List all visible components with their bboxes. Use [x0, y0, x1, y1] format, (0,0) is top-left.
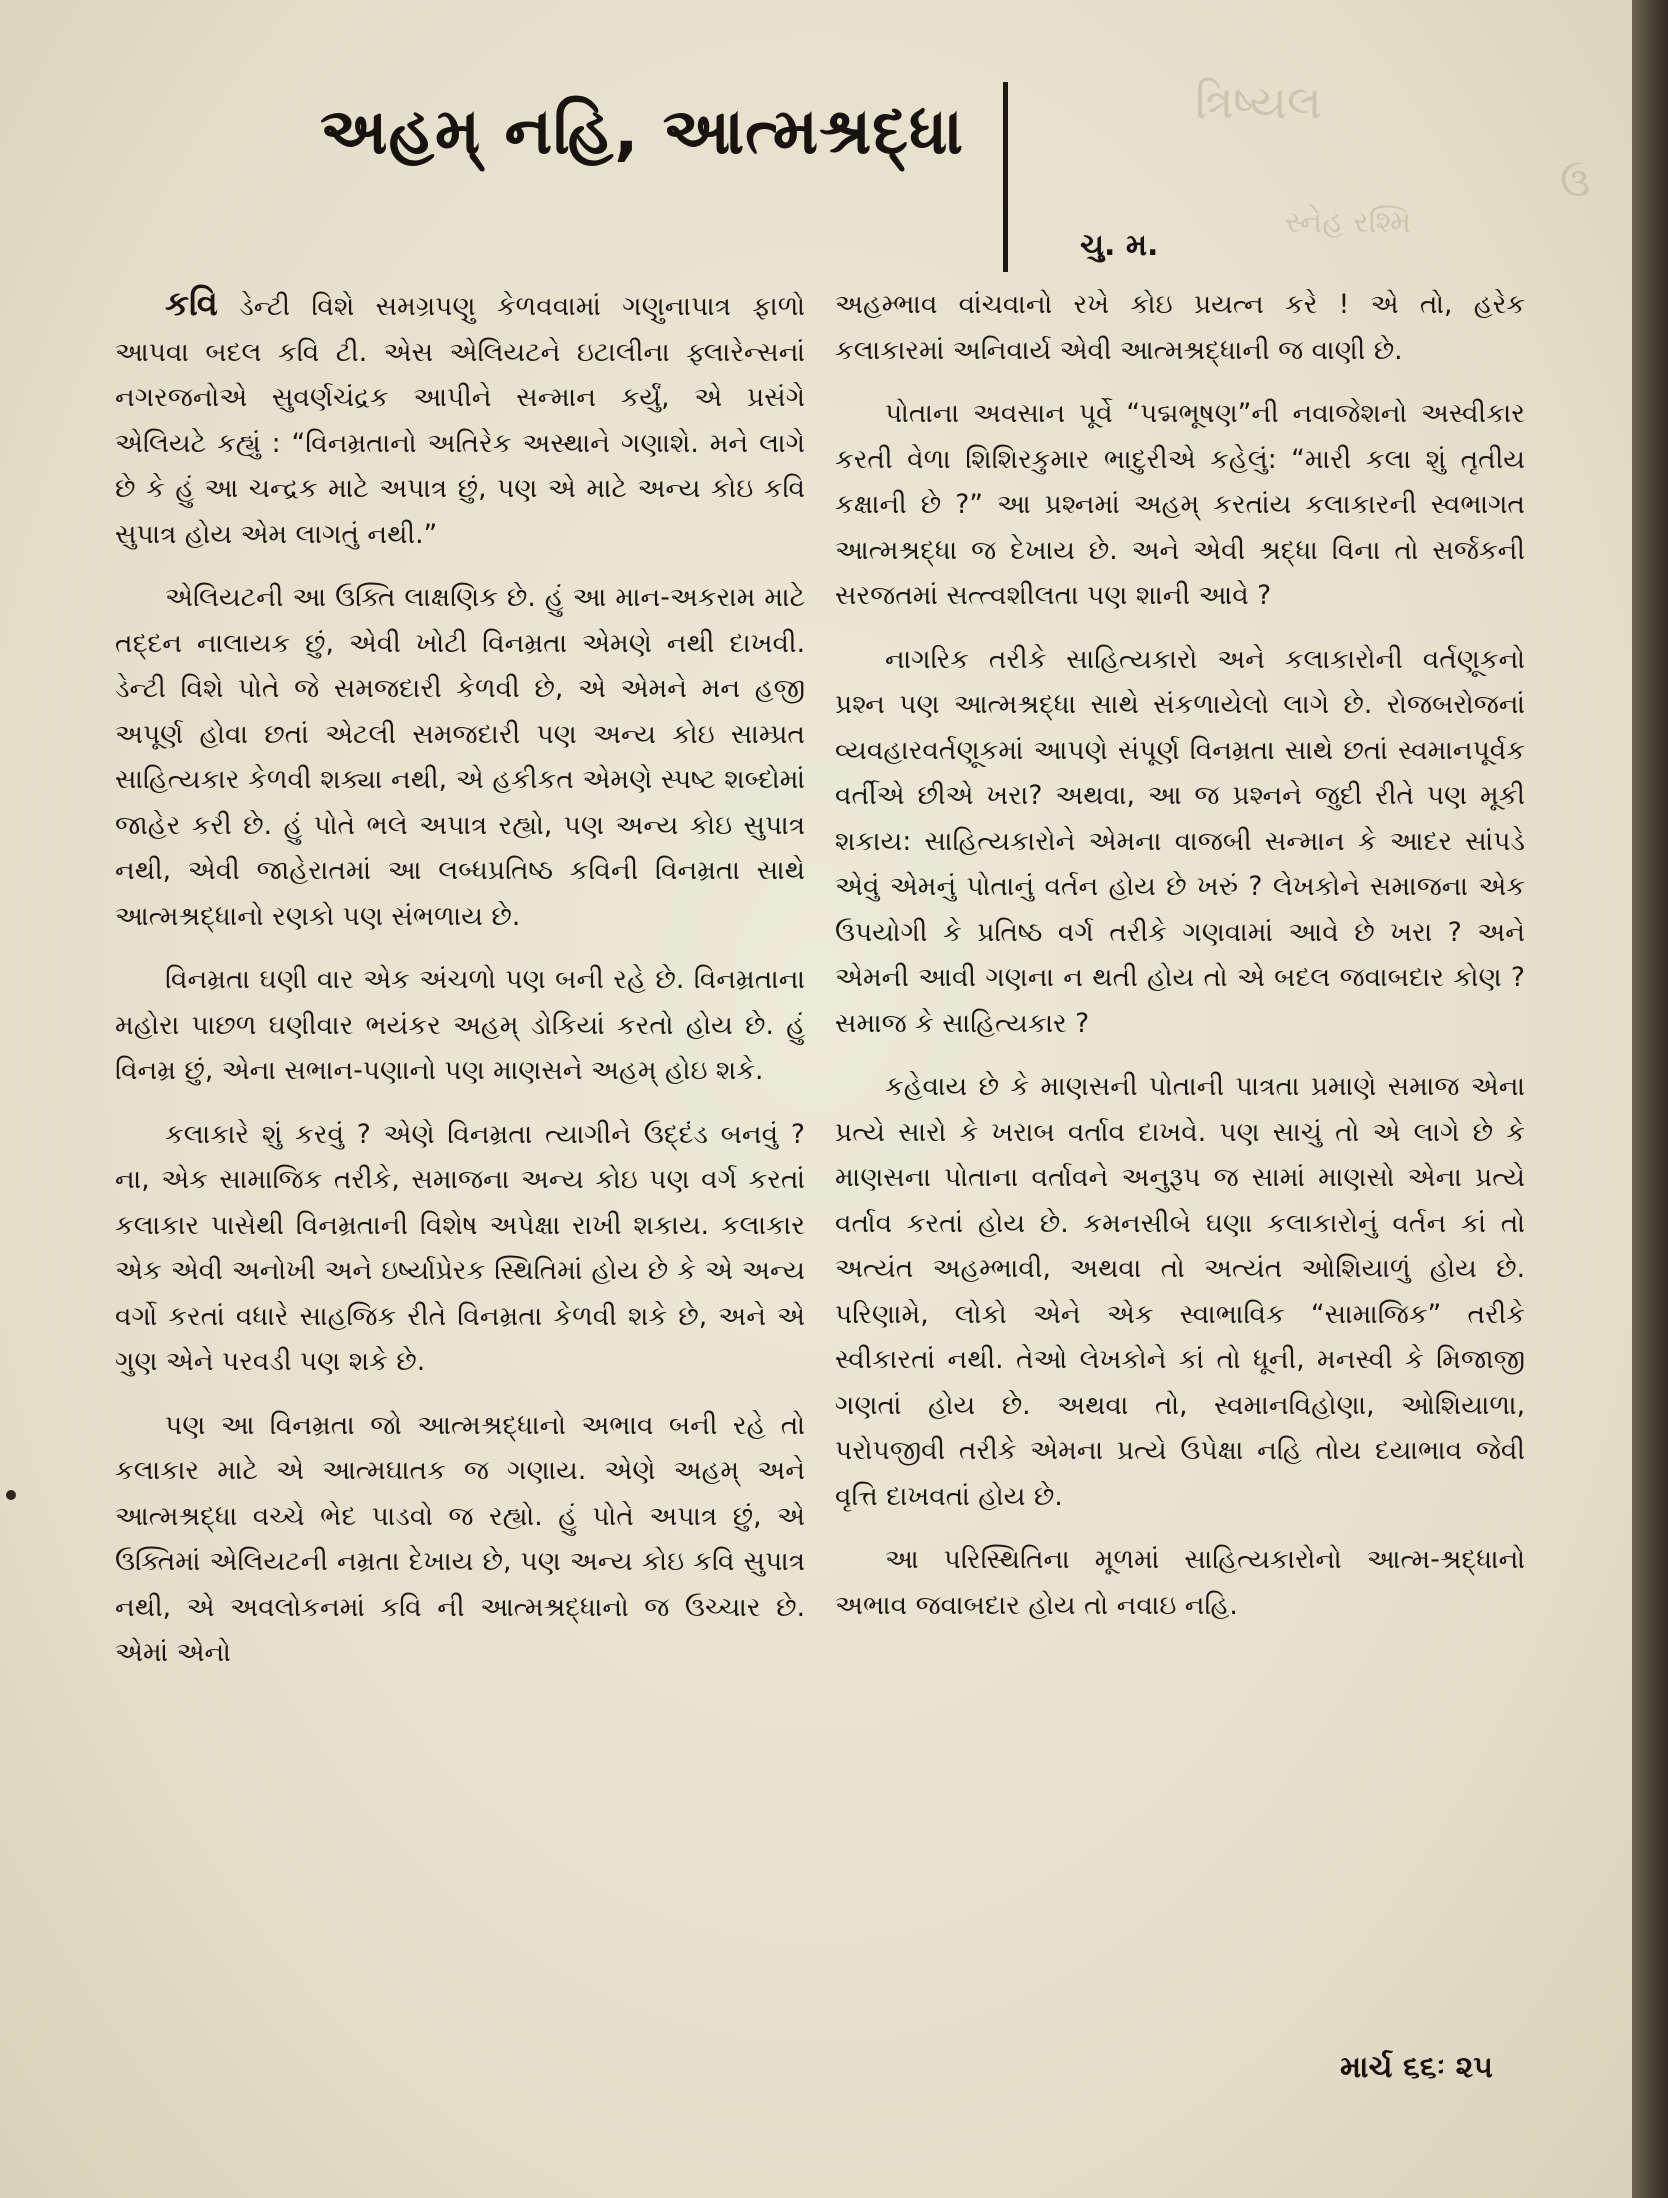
- paragraph: નાગરિક તરીકે સાહિત્યકારો અને કલાકારોની વર્તણૂકનો પ્રશ્ન પણ આત્મશ્રદ્ધા સાથે સંકળાયેલો લાગે છે. રોજબરોજનાં વ્યવહારવર્તણૂકમાં આપણે સંપૂર્ણ વિનમ્રતા સાથે છતાં સ્વમાનપૂર્વક વર્તીએ છીએ ખરા? અથવા, આ જ પ્રશ્નને જુદી રીતે પણ મૂકી શકાય: સાહિત્યકારોને એમના વાજબી સન્માન કે આદર સાંપડે એવું એમનું પોતાનું વર્તન હોય છે ખરું ? લેખકોને સમાજના એક ઉપયોગી કે પ્રતિષ્ઠ વર્ગ તરીકે ગણવામાં આવે છે ખરા ? અને એમની આવી ગણના ન થતી હોય તો એ બદલ જવાબદાર કોણ ? સમાજ કે સાહિત્યકાર ?: [835, 643, 1525, 1039]
- paragraph: એલિયટની આ ઉક્તિ લાક્ષણિક છે. હું આ માન-અકરામ માટે તદ્દન નાલાયક છું, એવી ખોટી વિનમ્રતા એમણે નથી દાખવી. ડેન્ટી વિશે પોતે જે સમજદારી કેળવી છે, એ એમને મન હજી અપૂર્ણ હોવા છતાં એટલી સમજદારી પણ અન્ય કોઇ સામ્પ્રત સાહિત્યકાર કેળવી શક્યા નથી, એ હકીકત એમણે સ્પષ્ટ શબ્દોમાં જાહેર કરી છે. હું પોતે ભલે અપાત્ર રહ્યો, પણ અન્ય કોઇ સુપાત્ર નથી, એવી જાહેરાતમાં આ લબ્ધપ્રતિષ્ઠ કવિની વિનમ્રતા સાથે આત્મશ્રદ્ધાનો રણકો પણ સંભળાય છે.: [115, 582, 805, 932]
- title-divider: [1003, 82, 1008, 272]
- lead-word: કવિ: [165, 284, 218, 324]
- paragraph: અહમ્ભાવ વાંચવાનો રખે કોઇ પ્રયત્ન કરે ! એ તો, હરેક કલાકારમાં અનિવાર્ય એવી આત્મશ્રદ્ધાની જ વાણી છે.: [835, 289, 1525, 366]
- page-edge: [1632, 0, 1668, 2198]
- paragraph: પોતાના અવસાન પૂર્વે “પદ્મભૂષણ”ની નવાજેશનો અસ્વીકાર કરતી વેળા શિશિરકુમાર ભાદુરીએ કહેલું: “મારી કલા શું તૃતીય કક્ષાની છે ?” આ પ્રશ્નમાં અહમ્ કરતાંય કલાકારની સ્વભાગત આત્મશ્રદ્ધા જ દેખાય છે. અને એવી શ્રદ્ધા વિના તો સર્જકની સરજતમાં સત્ત્વશીલતા પણ શાની આવે ?: [835, 398, 1525, 611]
- right-column: [835, 282, 1525, 1646]
- bleed-through-text: ઉ: [1560, 160, 1591, 206]
- ink-speck: [6, 1490, 16, 1500]
- bleed-through-text: સ્નેહ રશ્મિ: [1285, 205, 1412, 240]
- paragraph: વિનમ્રતા ઘણી વાર એક અંચળો પણ બની રહે છે. વિનમ્રતાના મહોરા પાછળ ઘણીવાર ભયંકર અહમ્ ડોકિયાં કરતો હોય છે. હું વિનમ્ર છું, એના સભાન-પણાનો પણ માણસને અહમ્ હોઇ શકે.: [115, 964, 805, 1086]
- bleed-through-text: ત્રિષ્યલ: [1195, 75, 1322, 129]
- paragraph: [115, 282, 805, 557]
- left-column: [115, 282, 805, 1694]
- paragraph: કલાકારે શું કરવું ? એણે વિનમ્રતા ત્યાગીને ઉદ્દંડ બનવું ? ના, એક સામાજિક તરીકે, સમાજના અન્ય કોઇ પણ વર્ગ કરતાં કલાકાર પાસેથી વિનમ્રતાની વિશેષ અપેક્ષા રાખી શકાય. કલાકાર એક એવી અનોખી અને ઇર્ષ્યાપ્રેરક સ્થિતિમાં હોય છે કે એ અન્ય વર્ગો કરતાં વધારે સાહજિક રીતે વિનમ્રતા કેળવી શકે છે, અને એ ગુણ એને પરવડી પણ શકે છે.: [115, 1118, 805, 1377]
- page-footer: માર્ચ ૬૬ઃ ૨૫: [1340, 2050, 1493, 2085]
- paragraph-text: ડેન્ટી વિશે સમગ્રપણુ કેળવવામાં ગણુનાપાત્ર ફાળો આપવા બદલ કવિ ટી. એસ એલિયટને ઇટાલીના ફ્લારેન્સનાં નગરજનોએ સુવર્ણચંદ્રક આપીને સન્માન કર્યું, એ પ્રસંગે એલિયટે કહ્યું : “વિનમ્રતાનો અતિરેક અસ્થાને ગણાશે. મને લાગે છે કે હું આ ચન્દ્રક માટે અપાત્ર છું, પણ એ માટે અન્ય કોઇ કવિ સુપાત્ર હોય એમ લાગતું નથી.”: [115, 291, 805, 550]
- article-author: ચુ. મ.: [1080, 228, 1159, 263]
- paragraph: પણ આ વિનમ્રતા જો આત્મશ્રદ્ધાનો અભાવ બની રહે તો કલાકાર માટે એ આત્મઘાતક જ ગણાય. એણે અહમ્ અને આત્મશ્રદ્ધા વચ્ચે ભેદ પાડવો જ રહ્યો. હું પોતે અપાત્ર છું, એ ઉક્તિમાં એલિયટની નમ્રતા દેખાય છે, પણ અન્ય કોઇ કવિ સુપાત્ર નથી, એ અવલોકનમાં કવિ ની આત્મશ્રદ્ધાનો જ ઉચ્ચાર છે. એમાં એનો: [115, 1409, 805, 1668]
- article-title: અહમ્ નહિ, આત્મશ્રદ્ધા: [320, 95, 965, 169]
- paragraph: આ પરિસ્થિતિના મૂળમાં સાહિત્યકારોનો આત્મ-શ્રદ્ધાનો અભાવ જવાબદાર હોય તો નવાઇ નહિ.: [835, 1544, 1525, 1621]
- paragraph: કહેવાય છે કે માણસની પોતાની પાત્રતા પ્રમાણે સમાજ એના પ્રત્યે સારો કે ખરાબ વર્તાવ દાખવે. પણ સાચું તો એ લાગે છે કે માણસના પોતાના વર્તાવને અનુરૂપ જ સામાં માણસો એના પ્રત્યે વર્તાવ કરતાં હોય છે. કમનસીબે ઘણા કલાકારોનું વર્તન કાં તો અત્યંત અહમ્ભાવી, અથવા તો અત્યંત ઓશિયાળું હોય છે. પરિણામે, લોકો એને એક સ્વાભાવિક “સામાજિક” તરીકે સ્વીકારતાં નથી. તેઓ લેખકોને કાં તો ધૂની, મનસ્વી કે મિજાજી ગણતાં હોય છે. અથવા તો, સ્વમાનવિહોણા, ઓશિયાળા, પરોપજીવી તરીકે એમના પ્રત્યે ઉપેક્ષા નહિ તોય દયાભાવ જેવી વૃત્તિ દાખવતાં હોય છે.: [835, 1071, 1525, 1512]
